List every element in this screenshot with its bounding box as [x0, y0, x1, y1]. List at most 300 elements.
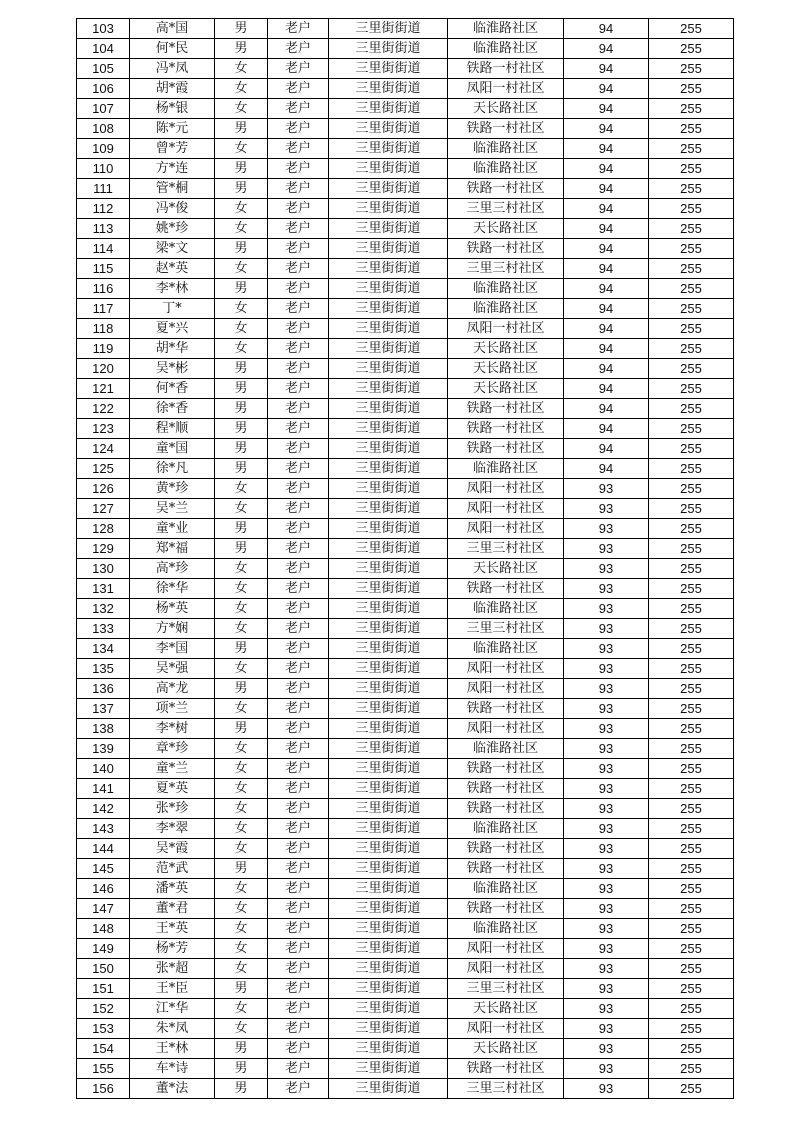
- table-row: [77, 839, 734, 859]
- street-cell: 三里街街道: [329, 79, 448, 99]
- household-type-cell: 老户: [268, 719, 329, 739]
- community-cell: 铁路一村社区: [448, 779, 564, 799]
- street-cell: 三里街街道: [329, 859, 448, 879]
- amount-cell: 255: [649, 779, 734, 799]
- row-number: 119: [77, 339, 130, 359]
- amount-cell: 255: [649, 879, 734, 899]
- table-row: [77, 599, 734, 619]
- street-cell: 三里街街道: [329, 519, 448, 539]
- table-row: [77, 79, 734, 99]
- community-cell: 三里三村社区: [448, 619, 564, 639]
- community-cell: 临淮路社区: [448, 299, 564, 319]
- household-type-cell: 老户: [268, 19, 329, 39]
- community-cell: 铁路一村社区: [448, 419, 564, 439]
- gender-cell: 女: [215, 839, 268, 859]
- gender-cell: 男: [215, 399, 268, 419]
- name-cell: 梁*文: [130, 239, 215, 259]
- street-cell: 三里街街道: [329, 239, 448, 259]
- gender-cell: 女: [215, 779, 268, 799]
- score-cell: 93: [564, 819, 649, 839]
- street-cell: 三里街街道: [329, 99, 448, 119]
- score-cell: 94: [564, 19, 649, 39]
- street-cell: 三里街街道: [329, 979, 448, 999]
- table-row: [77, 619, 734, 639]
- name-cell: 冯*俊: [130, 199, 215, 219]
- community-cell: 铁路一村社区: [448, 799, 564, 819]
- name-cell: 方*娴: [130, 619, 215, 639]
- gender-cell: 女: [215, 899, 268, 919]
- table-row: [77, 459, 734, 479]
- community-cell: 三里三村社区: [448, 259, 564, 279]
- amount-cell: 255: [649, 319, 734, 339]
- row-number: 146: [77, 879, 130, 899]
- household-type-cell: 老户: [268, 259, 329, 279]
- household-type-cell: 老户: [268, 559, 329, 579]
- household-type-cell: 老户: [268, 639, 329, 659]
- table-body: [77, 19, 734, 1099]
- score-cell: 93: [564, 559, 649, 579]
- gender-cell: 男: [215, 979, 268, 999]
- household-type-cell: 老户: [268, 999, 329, 1019]
- name-cell: 吴*强: [130, 659, 215, 679]
- score-cell: 93: [564, 899, 649, 919]
- street-cell: 三里街街道: [329, 339, 448, 359]
- household-type-cell: 老户: [268, 359, 329, 379]
- gender-cell: 男: [215, 239, 268, 259]
- street-cell: 三里街街道: [329, 959, 448, 979]
- name-cell: 董*法: [130, 1079, 215, 1099]
- community-cell: 铁路一村社区: [448, 579, 564, 599]
- row-number: 112: [77, 199, 130, 219]
- community-cell: 临淮路社区: [448, 19, 564, 39]
- amount-cell: 255: [649, 999, 734, 1019]
- amount-cell: 255: [649, 459, 734, 479]
- name-cell: 吴*霞: [130, 839, 215, 859]
- table-row: [77, 659, 734, 679]
- household-type-cell: 老户: [268, 219, 329, 239]
- household-type-cell: 老户: [268, 739, 329, 759]
- score-cell: 94: [564, 279, 649, 299]
- score-cell: 94: [564, 379, 649, 399]
- street-cell: 三里街街道: [329, 199, 448, 219]
- score-cell: 94: [564, 199, 649, 219]
- community-cell: 凤阳一村社区: [448, 499, 564, 519]
- row-number: 156: [77, 1079, 130, 1099]
- amount-cell: 255: [649, 199, 734, 219]
- score-cell: 94: [564, 159, 649, 179]
- name-cell: 胡*华: [130, 339, 215, 359]
- household-type-cell: 老户: [268, 519, 329, 539]
- score-cell: 93: [564, 1079, 649, 1099]
- gender-cell: 男: [215, 159, 268, 179]
- household-type-cell: 老户: [268, 139, 329, 159]
- table-row: [77, 779, 734, 799]
- community-cell: 铁路一村社区: [448, 439, 564, 459]
- community-cell: 铁路一村社区: [448, 699, 564, 719]
- score-cell: 94: [564, 459, 649, 479]
- score-cell: 93: [564, 679, 649, 699]
- street-cell: 三里街街道: [329, 379, 448, 399]
- subsidy-list-table: [76, 18, 734, 1099]
- street-cell: 三里街街道: [329, 939, 448, 959]
- household-type-cell: 老户: [268, 79, 329, 99]
- street-cell: 三里街街道: [329, 639, 448, 659]
- score-cell: 93: [564, 779, 649, 799]
- row-number: 143: [77, 819, 130, 839]
- street-cell: 三里街街道: [329, 19, 448, 39]
- score-cell: 93: [564, 639, 649, 659]
- row-number: 125: [77, 459, 130, 479]
- amount-cell: 255: [649, 839, 734, 859]
- gender-cell: 女: [215, 319, 268, 339]
- name-cell: 夏*英: [130, 779, 215, 799]
- amount-cell: 255: [649, 699, 734, 719]
- table-row: [77, 179, 734, 199]
- household-type-cell: 老户: [268, 599, 329, 619]
- amount-cell: 255: [649, 579, 734, 599]
- score-cell: 94: [564, 319, 649, 339]
- row-number: 111: [77, 179, 130, 199]
- score-cell: 93: [564, 799, 649, 819]
- gender-cell: 女: [215, 799, 268, 819]
- row-number: 142: [77, 799, 130, 819]
- household-type-cell: 老户: [268, 299, 329, 319]
- community-cell: 天长路社区: [448, 219, 564, 239]
- amount-cell: 255: [649, 439, 734, 459]
- score-cell: 93: [564, 959, 649, 979]
- name-cell: 陈*元: [130, 119, 215, 139]
- table-row: [77, 219, 734, 239]
- score-cell: 94: [564, 339, 649, 359]
- table-row: [77, 799, 734, 819]
- score-cell: 93: [564, 759, 649, 779]
- community-cell: 铁路一村社区: [448, 1059, 564, 1079]
- gender-cell: 女: [215, 299, 268, 319]
- table-row: [77, 359, 734, 379]
- name-cell: 赵*英: [130, 259, 215, 279]
- street-cell: 三里街街道: [329, 819, 448, 839]
- street-cell: 三里街街道: [329, 919, 448, 939]
- table-row: [77, 199, 734, 219]
- community-cell: 临淮路社区: [448, 919, 564, 939]
- gender-cell: 女: [215, 199, 268, 219]
- name-cell: 车*诗: [130, 1059, 215, 1079]
- table-row: [77, 959, 734, 979]
- street-cell: 三里街街道: [329, 219, 448, 239]
- household-type-cell: 老户: [268, 859, 329, 879]
- row-number: 155: [77, 1059, 130, 1079]
- amount-cell: 255: [649, 1019, 734, 1039]
- community-cell: 凤阳一村社区: [448, 659, 564, 679]
- score-cell: 93: [564, 839, 649, 859]
- table-row: [77, 1059, 734, 1079]
- street-cell: 三里街街道: [329, 39, 448, 59]
- name-cell: 张*珍: [130, 799, 215, 819]
- gender-cell: 男: [215, 439, 268, 459]
- community-cell: 凤阳一村社区: [448, 1019, 564, 1039]
- row-number: 131: [77, 579, 130, 599]
- amount-cell: 255: [649, 899, 734, 919]
- household-type-cell: 老户: [268, 59, 329, 79]
- household-type-cell: 老户: [268, 1019, 329, 1039]
- gender-cell: 男: [215, 639, 268, 659]
- community-cell: 三里三村社区: [448, 1079, 564, 1099]
- household-type-cell: 老户: [268, 399, 329, 419]
- household-type-cell: 老户: [268, 379, 329, 399]
- score-cell: 94: [564, 39, 649, 59]
- score-cell: 94: [564, 419, 649, 439]
- name-cell: 黄*珍: [130, 479, 215, 499]
- community-cell: 凤阳一村社区: [448, 939, 564, 959]
- street-cell: 三里街街道: [329, 1059, 448, 1079]
- table-row: [77, 639, 734, 659]
- score-cell: 93: [564, 699, 649, 719]
- score-cell: 93: [564, 919, 649, 939]
- amount-cell: 255: [649, 299, 734, 319]
- street-cell: 三里街街道: [329, 1079, 448, 1099]
- score-cell: 93: [564, 859, 649, 879]
- street-cell: 三里街街道: [329, 699, 448, 719]
- amount-cell: 255: [649, 359, 734, 379]
- community-cell: 三里三村社区: [448, 979, 564, 999]
- gender-cell: 男: [215, 19, 268, 39]
- amount-cell: 255: [649, 819, 734, 839]
- row-number: 139: [77, 739, 130, 759]
- community-cell: 铁路一村社区: [448, 239, 564, 259]
- name-cell: 杨*芳: [130, 939, 215, 959]
- household-type-cell: 老户: [268, 659, 329, 679]
- gender-cell: 女: [215, 219, 268, 239]
- community-cell: 铁路一村社区: [448, 399, 564, 419]
- street-cell: 三里街街道: [329, 459, 448, 479]
- table-row: [77, 759, 734, 779]
- table-row: [77, 699, 734, 719]
- community-cell: 天长路社区: [448, 379, 564, 399]
- row-number: 135: [77, 659, 130, 679]
- community-cell: 凤阳一村社区: [448, 519, 564, 539]
- community-cell: 天长路社区: [448, 99, 564, 119]
- table-row: [77, 919, 734, 939]
- amount-cell: 255: [649, 19, 734, 39]
- household-type-cell: 老户: [268, 159, 329, 179]
- street-cell: 三里街街道: [329, 719, 448, 739]
- row-number: 130: [77, 559, 130, 579]
- score-cell: 94: [564, 99, 649, 119]
- gender-cell: 女: [215, 959, 268, 979]
- row-number: 148: [77, 919, 130, 939]
- table-row: [77, 579, 734, 599]
- amount-cell: 255: [649, 39, 734, 59]
- score-cell: 94: [564, 119, 649, 139]
- gender-cell: 女: [215, 99, 268, 119]
- score-cell: 93: [564, 479, 649, 499]
- gender-cell: 男: [215, 1059, 268, 1079]
- street-cell: 三里街街道: [329, 59, 448, 79]
- score-cell: 93: [564, 499, 649, 519]
- community-cell: 临淮路社区: [448, 879, 564, 899]
- gender-cell: 男: [215, 1039, 268, 1059]
- community-cell: 铁路一村社区: [448, 759, 564, 779]
- community-cell: 临淮路社区: [448, 639, 564, 659]
- community-cell: 天长路社区: [448, 1039, 564, 1059]
- amount-cell: 255: [649, 159, 734, 179]
- household-type-cell: 老户: [268, 799, 329, 819]
- name-cell: 曾*芳: [130, 139, 215, 159]
- community-cell: 铁路一村社区: [448, 179, 564, 199]
- community-cell: 凤阳一村社区: [448, 719, 564, 739]
- row-number: 145: [77, 859, 130, 879]
- table-row: [77, 1079, 734, 1099]
- table-row: [77, 239, 734, 259]
- name-cell: 李*国: [130, 639, 215, 659]
- street-cell: 三里街街道: [329, 599, 448, 619]
- gender-cell: 女: [215, 479, 268, 499]
- name-cell: 方*连: [130, 159, 215, 179]
- household-type-cell: 老户: [268, 539, 329, 559]
- row-number: 122: [77, 399, 130, 419]
- community-cell: 三里三村社区: [448, 539, 564, 559]
- table-row: [77, 559, 734, 579]
- gender-cell: 女: [215, 579, 268, 599]
- community-cell: 天长路社区: [448, 999, 564, 1019]
- amount-cell: 255: [649, 1059, 734, 1079]
- household-type-cell: 老户: [268, 619, 329, 639]
- gender-cell: 男: [215, 419, 268, 439]
- street-cell: 三里街街道: [329, 839, 448, 859]
- table-row: [77, 479, 734, 499]
- community-cell: 铁路一村社区: [448, 859, 564, 879]
- community-cell: 临淮路社区: [448, 159, 564, 179]
- row-number: 127: [77, 499, 130, 519]
- score-cell: 94: [564, 359, 649, 379]
- amount-cell: 255: [649, 939, 734, 959]
- row-number: 113: [77, 219, 130, 239]
- gender-cell: 男: [215, 39, 268, 59]
- amount-cell: 255: [649, 759, 734, 779]
- street-cell: 三里街街道: [329, 419, 448, 439]
- table-row: [77, 739, 734, 759]
- gender-cell: 男: [215, 119, 268, 139]
- street-cell: 三里街街道: [329, 539, 448, 559]
- community-cell: 凤阳一村社区: [448, 479, 564, 499]
- street-cell: 三里街街道: [329, 1019, 448, 1039]
- household-type-cell: 老户: [268, 199, 329, 219]
- row-number: 151: [77, 979, 130, 999]
- name-cell: 高*珍: [130, 559, 215, 579]
- row-number: 138: [77, 719, 130, 739]
- row-number: 132: [77, 599, 130, 619]
- table-row: [77, 319, 734, 339]
- name-cell: 胡*霞: [130, 79, 215, 99]
- gender-cell: 女: [215, 79, 268, 99]
- amount-cell: 255: [649, 739, 734, 759]
- row-number: 105: [77, 59, 130, 79]
- name-cell: 姚*珍: [130, 219, 215, 239]
- household-type-cell: 老户: [268, 899, 329, 919]
- table-row: [77, 399, 734, 419]
- household-type-cell: 老户: [268, 439, 329, 459]
- amount-cell: 255: [649, 219, 734, 239]
- community-cell: 三里三村社区: [448, 199, 564, 219]
- amount-cell: 255: [649, 1039, 734, 1059]
- table-row: [77, 679, 734, 699]
- row-number: 121: [77, 379, 130, 399]
- row-number: 141: [77, 779, 130, 799]
- household-type-cell: 老户: [268, 959, 329, 979]
- street-cell: 三里街街道: [329, 159, 448, 179]
- gender-cell: 女: [215, 999, 268, 1019]
- name-cell: 郑*福: [130, 539, 215, 559]
- amount-cell: 255: [649, 859, 734, 879]
- community-cell: 凤阳一村社区: [448, 79, 564, 99]
- street-cell: 三里街街道: [329, 679, 448, 699]
- street-cell: 三里街街道: [329, 259, 448, 279]
- household-type-cell: 老户: [268, 979, 329, 999]
- community-cell: 凤阳一村社区: [448, 679, 564, 699]
- row-number: 147: [77, 899, 130, 919]
- amount-cell: 255: [649, 619, 734, 639]
- table-row: [77, 259, 734, 279]
- name-cell: 杨*银: [130, 99, 215, 119]
- gender-cell: 男: [215, 1079, 268, 1099]
- household-type-cell: 老户: [268, 499, 329, 519]
- score-cell: 94: [564, 219, 649, 239]
- household-type-cell: 老户: [268, 119, 329, 139]
- score-cell: 93: [564, 519, 649, 539]
- table-row: [77, 539, 734, 559]
- score-cell: 93: [564, 659, 649, 679]
- name-cell: 徐*华: [130, 579, 215, 599]
- score-cell: 94: [564, 239, 649, 259]
- table-row: [77, 1019, 734, 1039]
- household-type-cell: 老户: [268, 1059, 329, 1079]
- street-cell: 三里街街道: [329, 999, 448, 1019]
- score-cell: 93: [564, 619, 649, 639]
- household-type-cell: 老户: [268, 579, 329, 599]
- table-row: [77, 59, 734, 79]
- gender-cell: 男: [215, 719, 268, 739]
- community-cell: 临淮路社区: [448, 819, 564, 839]
- row-number: 128: [77, 519, 130, 539]
- table-row: [77, 39, 734, 59]
- street-cell: 三里街街道: [329, 439, 448, 459]
- gender-cell: 女: [215, 919, 268, 939]
- row-number: 104: [77, 39, 130, 59]
- amount-cell: 255: [649, 379, 734, 399]
- table-row: [77, 859, 734, 879]
- name-cell: 朱*凤: [130, 1019, 215, 1039]
- gender-cell: 女: [215, 1019, 268, 1039]
- street-cell: 三里街街道: [329, 319, 448, 339]
- row-number: 103: [77, 19, 130, 39]
- gender-cell: 女: [215, 339, 268, 359]
- table-row: [77, 419, 734, 439]
- community-cell: 临淮路社区: [448, 39, 564, 59]
- name-cell: 徐*凡: [130, 459, 215, 479]
- table-row: [77, 519, 734, 539]
- amount-cell: 255: [649, 119, 734, 139]
- gender-cell: 女: [215, 939, 268, 959]
- name-cell: 童*兰: [130, 759, 215, 779]
- amount-cell: 255: [649, 959, 734, 979]
- amount-cell: 255: [649, 399, 734, 419]
- name-cell: 王*英: [130, 919, 215, 939]
- name-cell: 江*华: [130, 999, 215, 1019]
- street-cell: 三里街街道: [329, 879, 448, 899]
- household-type-cell: 老户: [268, 819, 329, 839]
- table-row: [77, 339, 734, 359]
- amount-cell: 255: [649, 659, 734, 679]
